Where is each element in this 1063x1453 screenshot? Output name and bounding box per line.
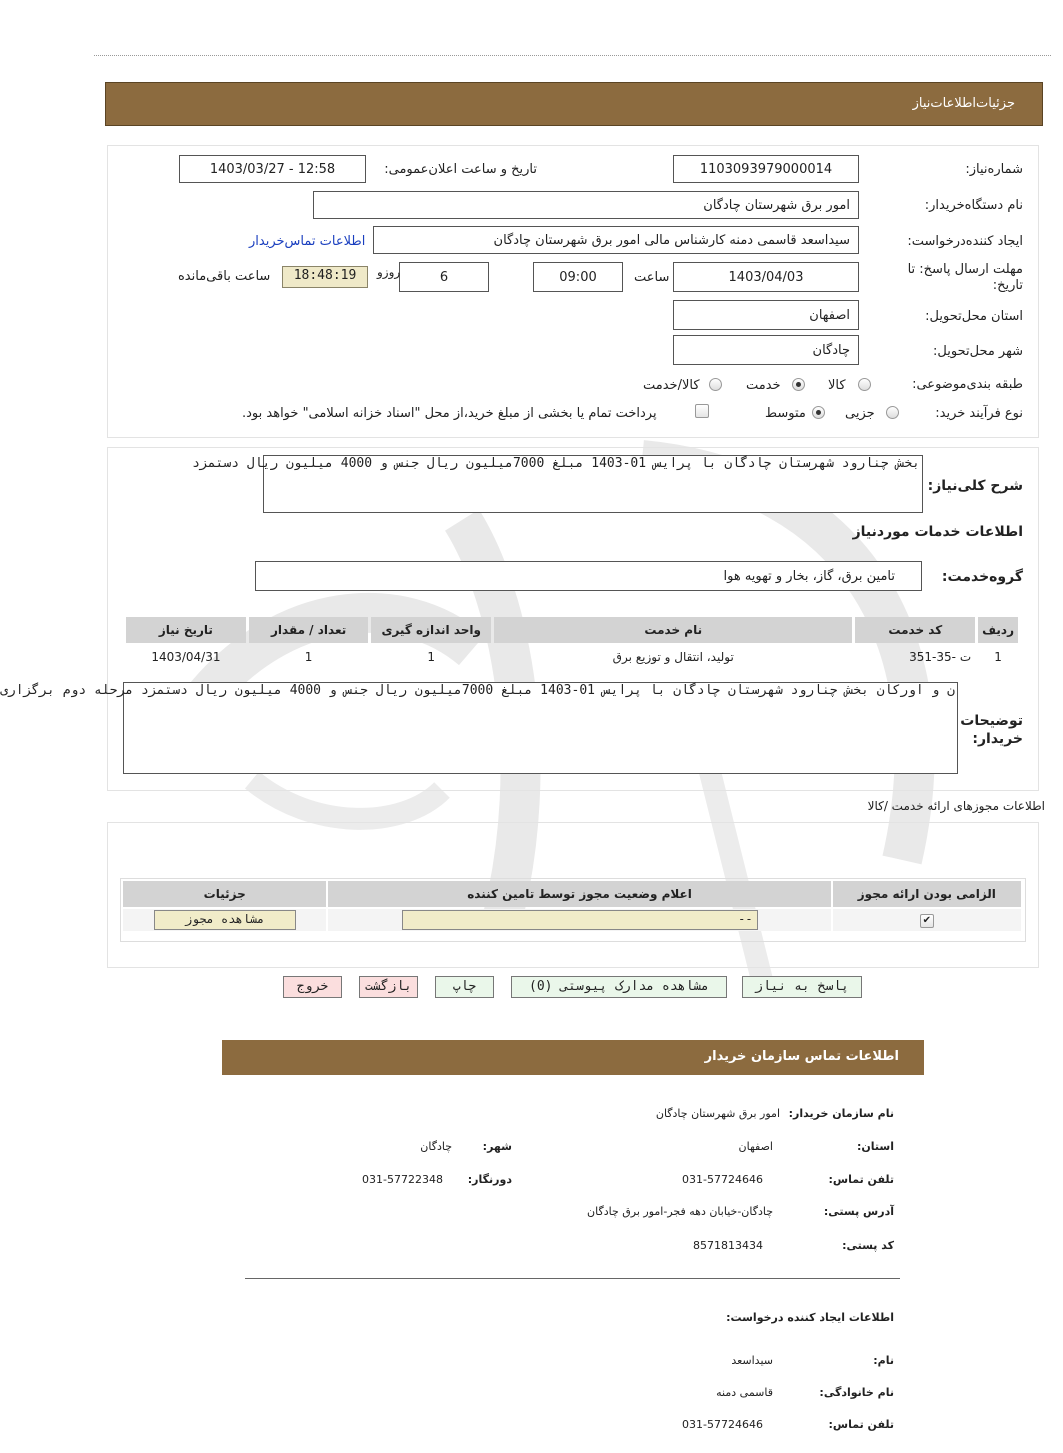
contact-divider bbox=[245, 1278, 900, 1279]
buyer-org-label: نام دستگاه‌خریدار: bbox=[924, 198, 1023, 213]
city-field: چادگان bbox=[673, 335, 859, 365]
permit-details-cell bbox=[123, 909, 326, 931]
permits-title: اطلاعات مجوزهای ارائه خدمت /کالا bbox=[867, 799, 1045, 813]
cell-service-code: ت -35-351 bbox=[909, 650, 972, 664]
table-row bbox=[123, 909, 1021, 931]
back-button[interactable]: بازگشت bbox=[359, 976, 418, 998]
top-divider bbox=[94, 55, 1051, 56]
creator-family-label: نام خانوادگی: bbox=[819, 1386, 894, 1399]
creator-info-title: اطلاعات ایجاد کننده درخواست: bbox=[726, 1311, 894, 1324]
col-need-date: تاریخ نیاز bbox=[126, 617, 246, 643]
creator-family-value: قاسمی دمنه bbox=[716, 1386, 773, 1399]
contact-address-label: آدرس پستی: bbox=[823, 1205, 894, 1218]
remaining-label: ساعت باقی‌مانده bbox=[178, 269, 271, 284]
description-label: شرح کلی‌نیاز: bbox=[927, 478, 1023, 494]
contact-province-label: استان: bbox=[857, 1140, 894, 1153]
contact-phone-value: 031-57724646 bbox=[682, 1173, 763, 1186]
contact-address-value: چادگان-خیابان دهه فجر-امور برق چادگان bbox=[587, 1205, 773, 1218]
purchase-radio-medium[interactable] bbox=[812, 406, 825, 419]
contact-phone-label: تلفن تماس: bbox=[828, 1173, 894, 1186]
buyer-org-field: امور برق شهرستان چادگان bbox=[313, 191, 859, 219]
deadline-time-field: 09:00 bbox=[533, 262, 623, 292]
purchase-option-minor: جزیی bbox=[845, 406, 875, 421]
contact-postal-value: 8571813434 bbox=[693, 1239, 763, 1252]
deadline-label: مهلت ارسال پاسخ: تا تاریخ: bbox=[907, 262, 1023, 293]
permit-status-field[interactable]: -- bbox=[402, 910, 758, 930]
services-table bbox=[123, 614, 1021, 671]
contact-org-value: امور برق شهرستان چادگان bbox=[655, 1107, 780, 1120]
permit-required-checkbox: ✔ bbox=[920, 914, 934, 928]
category-radio-service[interactable] bbox=[792, 378, 805, 391]
reply-button[interactable]: پاسخ به نیاز bbox=[742, 976, 862, 998]
col-unit: واحد اندازه گیری bbox=[371, 617, 491, 643]
page-title: جزئیات‌اطلاعات‌نیاز bbox=[912, 96, 1015, 111]
days-label: روزو bbox=[377, 265, 401, 279]
page-title-bar bbox=[105, 82, 1043, 126]
need-number-field: 1103093979000014 bbox=[673, 155, 859, 183]
table-row bbox=[126, 646, 1018, 668]
contact-city-label: شهر: bbox=[482, 1140, 512, 1153]
province-label: استان محل‌تحویل: bbox=[925, 309, 1023, 324]
cell-quantity: 1 bbox=[304, 650, 313, 664]
creator-field: سیداسعد قاسمی دمنه کارشناس مالی امور برق شهرستان چادگان bbox=[373, 226, 859, 254]
category-option-goods: کالا bbox=[828, 378, 846, 393]
category-radio-goods[interactable] bbox=[858, 378, 871, 391]
cell-unit: 1 bbox=[427, 650, 436, 664]
contact-city-value: چادگان bbox=[420, 1140, 452, 1153]
category-label: طبقه بندی‌موضوعی: bbox=[912, 377, 1023, 392]
attachments-button[interactable]: مشاهده مدارک پیوستی (0) bbox=[511, 976, 727, 998]
col-service-code: کد خدمت bbox=[855, 617, 975, 643]
treasury-checkbox[interactable] bbox=[695, 404, 709, 418]
province-field: اصفهان bbox=[673, 300, 859, 330]
services-section-title: اطلاعات خدمات مورد‌نیاز bbox=[852, 524, 1023, 540]
creator-phone-value: 031-57724646 bbox=[682, 1418, 763, 1431]
creator-name-value: سیداسعد bbox=[731, 1354, 773, 1367]
permit-required-cell bbox=[833, 909, 1021, 931]
purchase-radio-minor[interactable] bbox=[886, 406, 899, 419]
need-number-label: شماره‌نیاز: bbox=[965, 162, 1023, 177]
cell-need-date: 1403/04/31 bbox=[151, 650, 221, 664]
contact-fax-value: 031-57722348 bbox=[362, 1173, 443, 1186]
deadline-time-label: ساعت bbox=[634, 270, 670, 285]
service-group-label: گروه‌خدمت: bbox=[941, 569, 1023, 585]
exit-button[interactable]: خروج bbox=[283, 976, 342, 998]
permits-table bbox=[121, 879, 1023, 933]
cell-service-name: تولید، انتقال و توزیع برق bbox=[612, 650, 734, 664]
announce-date-label: تاریخ و ساعت اعلان‌عمومی: bbox=[384, 162, 537, 177]
buyer-notes-textarea[interactable]: ن و اورکان بخش چنارود شهرستان چادگان با پرایس 01-1403 مبلغ 7000میلیون ریال جنس و 4000 میلیون ریال دستمزد مرحله دوم برگزاری bbox=[123, 682, 958, 774]
permits-table-header bbox=[123, 881, 1021, 907]
col-permit-status: اعلام وضعیت مجوز توسط تامین کننده bbox=[328, 881, 830, 907]
city-label: شهر محل‌تحویل: bbox=[933, 344, 1023, 359]
creator-label: ایجاد کننده‌درخواست: bbox=[907, 234, 1023, 249]
view-permit-button[interactable]: مشاهده مجوز bbox=[154, 910, 296, 930]
contact-org-label: نام سازمان خریدار: bbox=[788, 1107, 894, 1120]
contact-postal-label: کد پستی: bbox=[842, 1239, 894, 1252]
cell-row: 1 bbox=[994, 650, 1002, 664]
service-group-field: تامین برق، گاز، بخار و تهویه هوا bbox=[255, 561, 922, 591]
category-option-service: خدمت bbox=[746, 378, 781, 393]
contact-province-value: اصفهان bbox=[738, 1140, 773, 1153]
treasury-note: پرداخت تمام یا بخشی از مبلغ خرید،از محل "اسناد خزانه اسلامی" خواهد بود. bbox=[242, 406, 657, 421]
print-button[interactable]: چاپ bbox=[435, 976, 494, 998]
remaining-timer: 18:48:19 bbox=[282, 266, 368, 288]
col-row: ردیف bbox=[978, 617, 1018, 643]
permit-status-cell bbox=[328, 909, 830, 931]
buyer-notes-label: توضیحات خریدار: bbox=[960, 713, 1023, 747]
purchase-option-medium: متوسط bbox=[765, 406, 806, 421]
creator-phone-label: تلفن تماس: bbox=[828, 1418, 894, 1431]
purchase-type-label: نوع فرآیند خرید: bbox=[935, 406, 1023, 421]
col-permit-required: الزامی بودن ارائه مجوز bbox=[833, 881, 1021, 907]
col-permit-details: جزئیات bbox=[123, 881, 326, 907]
col-service-name: نام خدمت bbox=[494, 617, 852, 643]
announce-date-field: 1403/03/27 - 12:58 bbox=[179, 155, 366, 183]
contact-title: اطلاعات تماس سازمان خریدار bbox=[704, 1049, 899, 1064]
services-table-header bbox=[126, 617, 1018, 643]
deadline-date-field: 1403/04/03 bbox=[673, 262, 859, 292]
description-textarea[interactable]: بخش چنارود شهرستان چادگان با پرایس 01-1403 مبلغ 7000میلیون ریال جنس و 4000 میلیون ریال دستمزد bbox=[263, 455, 923, 513]
category-radio-goods-service[interactable] bbox=[709, 378, 722, 391]
days-field: 6 bbox=[399, 262, 489, 292]
col-quantity: تعداد / مقدار bbox=[249, 617, 369, 643]
buyer-contact-link[interactable]: اطلاعات تماس‌خریدار bbox=[249, 234, 366, 249]
category-option-goods-service: کالا/خدمت bbox=[643, 378, 700, 393]
creator-name-label: نام: bbox=[873, 1354, 894, 1367]
contact-title-bar bbox=[222, 1040, 924, 1075]
contact-fax-label: دورنگار: bbox=[467, 1173, 512, 1186]
